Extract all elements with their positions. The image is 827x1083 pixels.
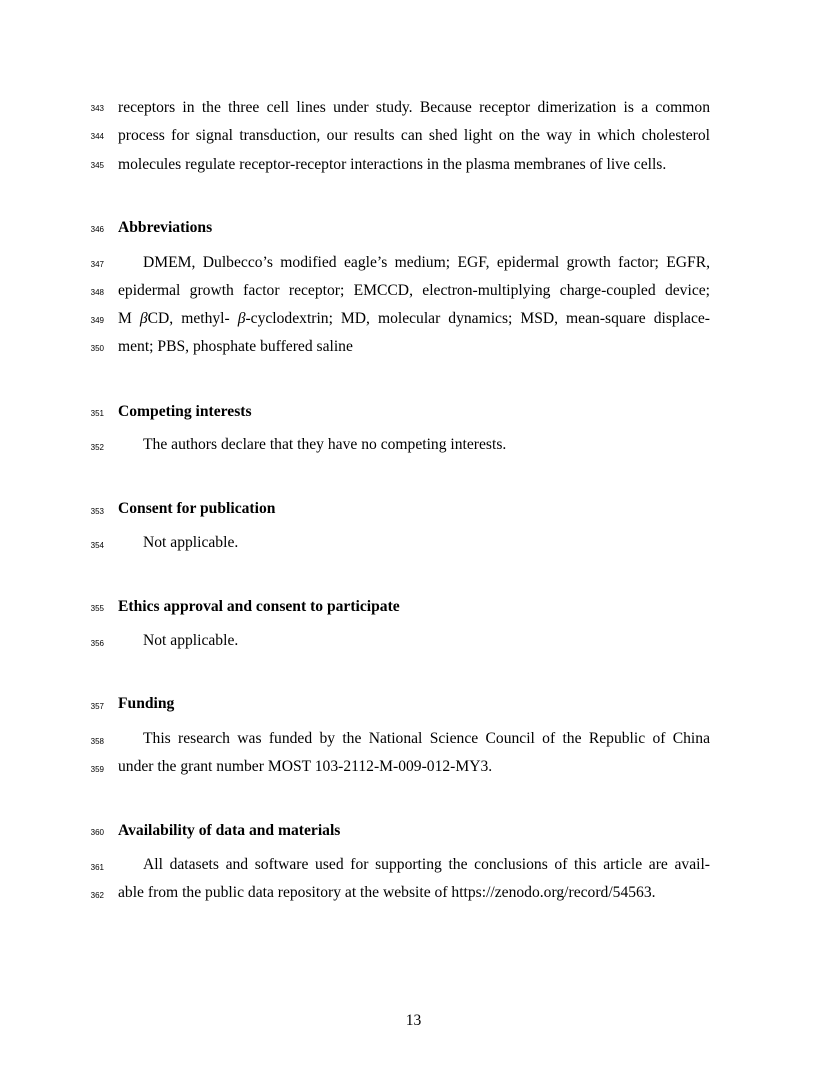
- body-text-line: under the grant number MOST 103-2112-M-009-012-MY3.: [118, 758, 493, 775]
- line-number: 357: [90, 702, 104, 711]
- body-text-line: molecules regulate receptor-receptor interactions in the plasma membranes of live cells.: [118, 156, 667, 173]
- line-number: 346: [90, 225, 104, 234]
- page-number: 13: [405, 1012, 422, 1029]
- line-number: 360: [90, 828, 104, 837]
- text-run: -cyclodextrin; MD, molecular dynamics; MSD, mean-square displace-: [245, 310, 710, 327]
- section-heading-competing-interests: Competing interests: [118, 403, 252, 420]
- line-number: 344: [90, 132, 104, 141]
- line-number: 347: [90, 260, 104, 269]
- line-number: 351: [90, 409, 104, 418]
- line-number: 362: [90, 891, 104, 900]
- line-number: 345: [90, 161, 104, 170]
- line-number: 358: [90, 737, 104, 746]
- body-text-line: This research was funded by the National Science Council of the Republic of China: [143, 730, 710, 747]
- body-text-line: DMEM, Dulbecco’s modified eagle’s medium; EGF, epidermal growth factor; EGFR,: [143, 254, 710, 271]
- beta-symbol: β: [237, 310, 246, 327]
- line-number: 348: [90, 288, 104, 297]
- body-text-line: All datasets and software used for supporting the conclusions of this article are avail-: [143, 856, 710, 873]
- body-text-line: Not applicable.: [143, 632, 239, 649]
- body-text-line: epidermal growth factor receptor; EMCCD, electron-multiplying charge-coupled device;: [118, 282, 710, 299]
- text-run: M: [118, 310, 140, 327]
- body-text-line: [118, 310, 710, 328]
- body-text-line: ment; PBS, phosphate buffered saline: [118, 338, 353, 355]
- line-number: 343: [90, 104, 104, 113]
- section-heading-ethics: Ethics approval and consent to participate: [118, 598, 400, 615]
- section-heading-abbreviations: Abbreviations: [118, 219, 213, 236]
- body-text-line: The authors declare that they have no competing interests.: [143, 436, 507, 453]
- line-number: 353: [90, 507, 104, 516]
- text-run: CD, methyl-: [147, 310, 238, 327]
- section-heading-availability: Availability of data and materials: [118, 822, 341, 839]
- section-heading-funding: Funding: [118, 695, 175, 712]
- beta-symbol: β: [139, 310, 148, 327]
- line-number: 359: [90, 765, 104, 774]
- line-number: 354: [90, 541, 104, 550]
- line-number: 361: [90, 863, 104, 872]
- body-text-line: Not applicable.: [143, 534, 239, 551]
- line-number: 349: [90, 316, 104, 325]
- line-number: 356: [90, 639, 104, 648]
- line-number: 350: [90, 344, 104, 353]
- body-text-line: process for signal transduction, our results can shed light on the way in which cholesterol: [118, 127, 710, 144]
- line-number: 352: [90, 443, 104, 452]
- body-text-line: receptors in the three cell lines under study. Because receptor dimerization is a common: [118, 99, 710, 116]
- line-number: 355: [90, 604, 104, 613]
- body-text-line: able from the public data repository at the website of https://zenodo.org/record/54563.: [118, 884, 656, 901]
- section-heading-consent: Consent for publication: [118, 500, 276, 517]
